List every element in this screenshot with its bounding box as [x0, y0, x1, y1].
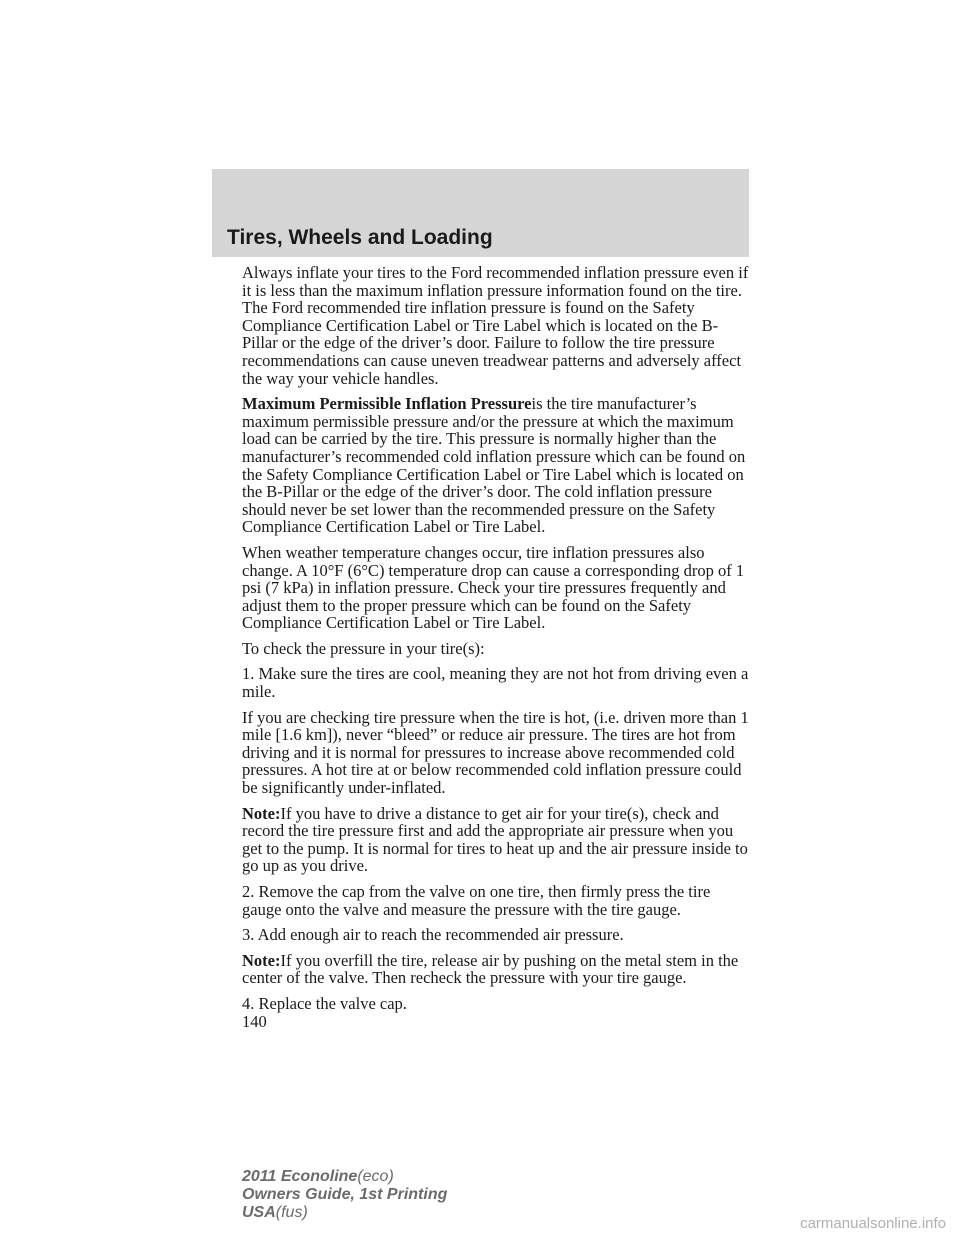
footer-edition: Owners Guide, 1st Printing	[242, 1186, 448, 1203]
step-4: 4. Replace the valve cap.	[242, 993, 407, 1013]
footer-line-1	[242, 1168, 447, 1186]
step-2: 2. Remove the cap from the valve on one tire, then firmly press the tire gauge onto the valve and measure the pressure with the tire gauge.	[242, 882, 711, 919]
paragraph-hot-tire-warning: If you are checking tire pressure when the tire is hot, (i.e. driven more than 1 mile [1.6 km]), never “bleed” or reduce air pressure. The tires are hot from driving and it is normal for pressures to increase above recommended cold pressures. A hot tire at or below recommended cold inflation pressure could be significantly under-inflated.	[242, 707, 749, 798]
section-title: Tires, Wheels and Loading	[227, 226, 493, 249]
watermark: carmanualsonline.info	[800, 1215, 946, 1232]
step-1: 1. Make sure the tires are cool, meaning they are not hot from driving even a mile.	[242, 664, 749, 702]
note-drive-distance	[242, 805, 750, 875]
page-content	[242, 264, 750, 1030]
note-overfill	[242, 952, 750, 987]
paragraph-max-permissible-pressure	[242, 395, 750, 536]
term-max-permissible-pressure: Maximum Permissible Inflation Pressure	[242, 394, 532, 414]
footer-line-2	[242, 1186, 447, 1204]
definition-max-permissible-pressure: is the tire manufacturer’s maximum permissible pressure and/or the pressure at which the maximum load can be carried by the tire. This pressure is normally higher than the manufacturer’s recommended cold inflation pressure which can be found on the Safety Compliance Certification Label or Tire Label which is located on the B-Pillar or the edge of the driver’s door. The cold inflation pressure should never be set lower than the recommended pressure on the Safety Compliance Certification Label or Tire Label.	[242, 394, 746, 537]
paragraph-inflation-recommendation: Always inflate your tires to the Ford recommended inflation pressure even if it is less than the maximum inflation pressure information found on the tire. The Ford recommended tire inflation pressure is found on the Safety Compliance Certification Label or Tire Label which is located on the B-Pillar or the edge of the driver’s door. Failure to follow the tire pressure recommendations can cause uneven treadwear patterns and adversely affect the way your vehicle handles.	[242, 263, 749, 388]
step-3: 3. Add enough air to reach the recommended air pressure.	[242, 925, 624, 945]
note-label: Note:	[242, 950, 281, 970]
paragraph-check-intro: To check the pressure in your tire(s):	[242, 638, 485, 658]
footer-model: 2011 Econoline	[242, 1168, 358, 1185]
note-label: Note:	[242, 803, 281, 823]
note-text: If you overfill the tire, release air by pushing on the metal stem in the center of the valve. Then recheck the pressure with your tire gauge.	[242, 950, 739, 988]
footer-line-3	[242, 1204, 447, 1222]
footer-region: USA	[242, 1204, 276, 1221]
paragraph-temperature-changes: When weather temperature changes occur, tire inflation pressures also change. A 10°F (6°C) temperature drop can cause a corresponding drop of 1 psi (7 kPa) in inflation pressure. Check your tire pressures frequently and adjust them to the proper pressure which can be found on the Safety Compliance Certification Label or Tire Label.	[242, 542, 745, 633]
footer-region-code: (fus)	[275, 1204, 308, 1221]
print-footer	[242, 1168, 447, 1222]
page-number: 140	[242, 1011, 267, 1031]
note-text: If you have to drive a distance to get air for your tire(s), check and record the tire pressure first and add the appropriate air pressure when you get to the pump. It is normal for tires to heat up and the air pressure inside to go up as you drive.	[242, 803, 748, 876]
footer-model-code: (eco)	[357, 1168, 394, 1185]
